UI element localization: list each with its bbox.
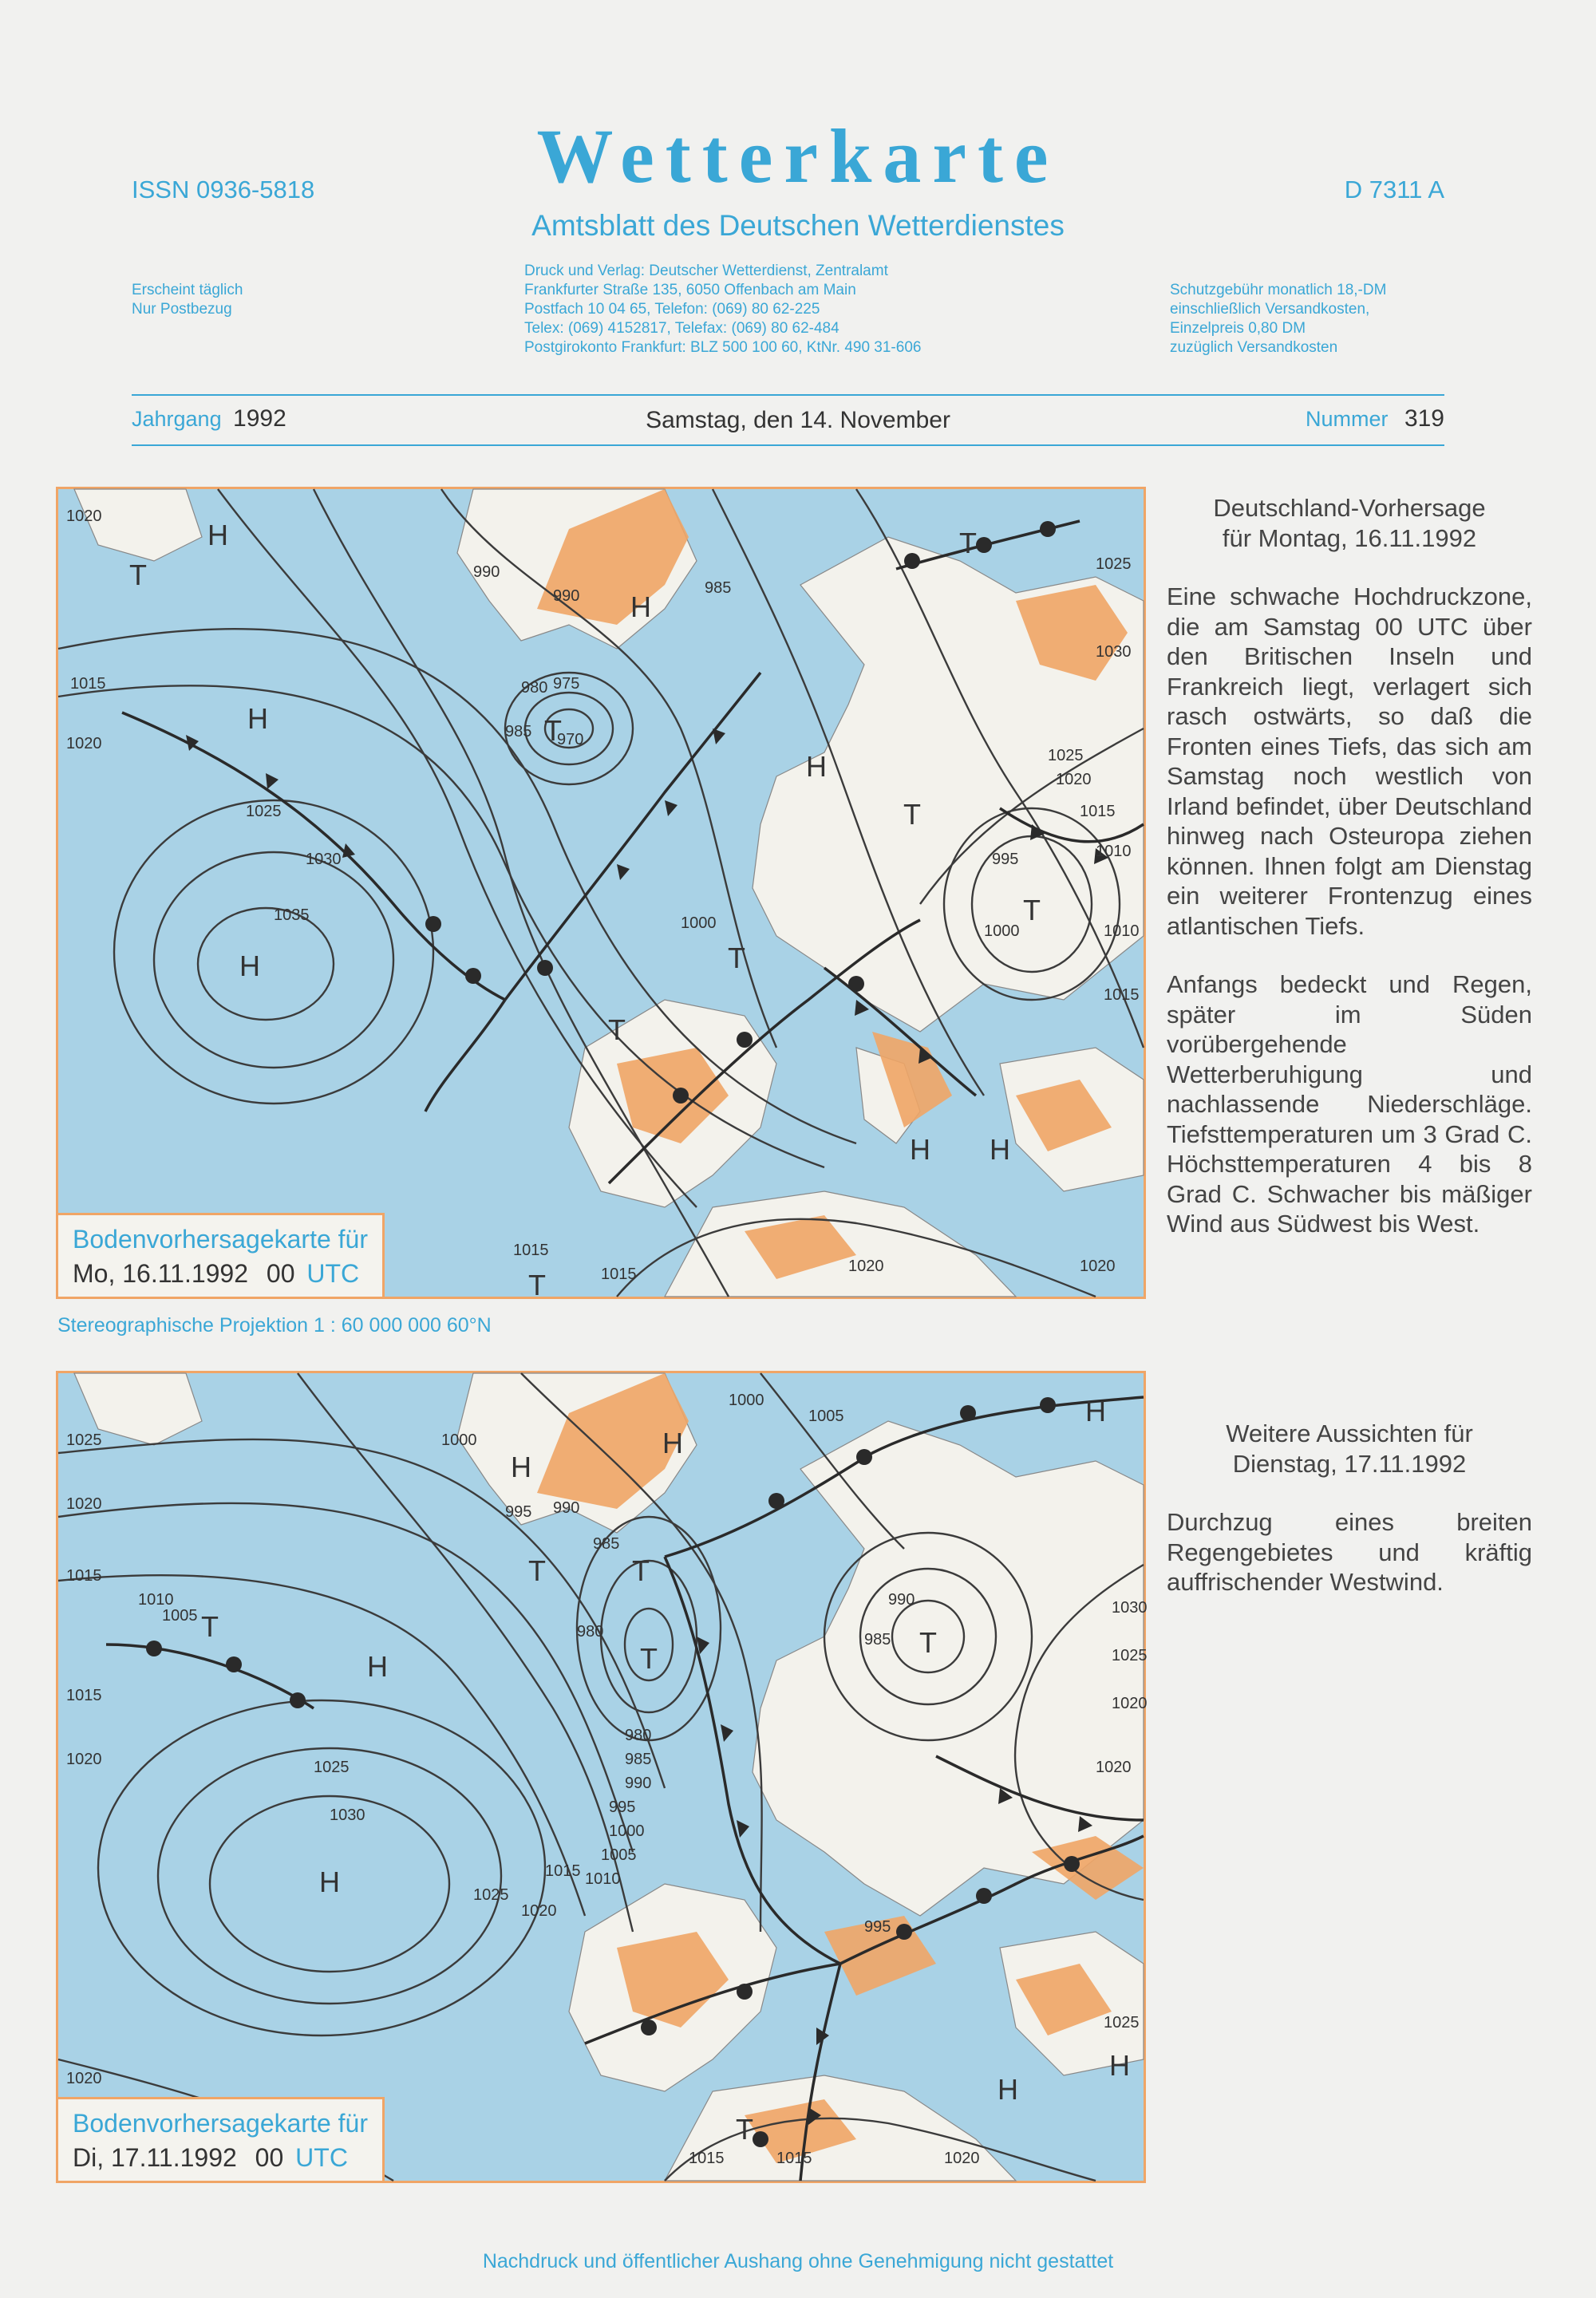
label-low-scotland: T xyxy=(632,1554,650,1587)
outlook-text xyxy=(1167,1419,1532,1597)
divider-top xyxy=(132,394,1444,396)
label-high-atlantic: H xyxy=(239,950,260,982)
svg-text:990: 990 xyxy=(553,587,580,605)
issue-date: Samstag, den 14. November xyxy=(646,407,950,433)
svg-text:1015: 1015 xyxy=(1104,986,1140,1004)
map2-caption: Bodenvorhersagekarte für Di, 17.11.1992 00 UTC xyxy=(58,2097,385,2181)
svg-text:975: 975 xyxy=(553,675,580,693)
svg-text:985: 985 xyxy=(505,723,532,740)
label-low-baltic: T xyxy=(919,1626,937,1659)
svg-text:1015: 1015 xyxy=(545,1862,581,1880)
svg-text:1020: 1020 xyxy=(848,1258,884,1275)
label-low-baltic: T xyxy=(903,798,921,831)
svg-text:1010: 1010 xyxy=(585,1870,621,1888)
svg-text:1025: 1025 xyxy=(1112,1647,1148,1664)
svg-text:990: 990 xyxy=(473,563,500,581)
svg-text:1015: 1015 xyxy=(66,1567,102,1585)
footer-note: Nachdruck und öffentlicher Aushang ohne Genehmigung nicht gestattet xyxy=(482,2250,1114,2272)
svg-text:985: 985 xyxy=(593,1535,620,1553)
svg-text:980: 980 xyxy=(577,1623,604,1641)
forecast-paragraph-2: Anfangs bedeckt und Regen, später im Süden vorübergehende Wetterberuhigung und nachlassende Niederschläge. Tiefsttemperaturen um 3 Grad C. Höchsttemperaturen 4 bis 8 Grad C. Schwacher bis mäßiger Wind aus Südwest bis West. xyxy=(1167,970,1532,1238)
svg-text:1020: 1020 xyxy=(1096,1759,1132,1776)
svg-text:1015: 1015 xyxy=(776,2150,812,2167)
svg-text:1000: 1000 xyxy=(609,1822,645,1840)
price-info: Schutzgebühr monatlich 18,-DM einschließlich Versandkosten, Einzelpreis 0,80 DM zuzüglich Versandkosten xyxy=(1170,282,1387,356)
svg-text:1015: 1015 xyxy=(70,675,106,693)
svg-text:1020: 1020 xyxy=(1080,1258,1116,1275)
label-high-north: H xyxy=(207,519,228,551)
svg-text:1030: 1030 xyxy=(1096,643,1132,661)
svg-text:1035: 1035 xyxy=(274,906,310,924)
page-title: Wetterkarte xyxy=(536,113,1060,199)
label-high-sweden: H xyxy=(806,750,827,783)
forecast-map-tuesday xyxy=(56,1371,1146,2183)
svg-text:1000: 1000 xyxy=(441,1431,477,1449)
svg-text:990: 990 xyxy=(553,1499,580,1517)
svg-text:1025: 1025 xyxy=(66,1431,102,1449)
jahrgang: Jahrgang 1992 xyxy=(132,405,286,432)
svg-text:1015: 1015 xyxy=(66,1687,102,1704)
svg-text:1015: 1015 xyxy=(689,2150,725,2167)
label-low-west: T xyxy=(528,1554,546,1587)
issn: ISSN 0936-5818 xyxy=(132,176,315,203)
label-low-greenland: T xyxy=(129,559,147,591)
svg-text:1020: 1020 xyxy=(1112,1695,1148,1712)
svg-text:1020: 1020 xyxy=(1056,771,1092,788)
weather-map-1 xyxy=(58,489,1144,1301)
svg-text:1030: 1030 xyxy=(306,851,342,868)
svg-text:1005: 1005 xyxy=(808,1408,844,1425)
label-high-mid: H xyxy=(367,1650,388,1683)
svg-text:985: 985 xyxy=(705,579,732,597)
publication-info-left: Erscheint täglich Nur Postbezug xyxy=(132,282,243,318)
svg-text:1020: 1020 xyxy=(66,1495,102,1513)
outlook-paragraph: Durchzug eines breiten Regengebietes und kräftig auffrischender Westwind. xyxy=(1167,1508,1532,1596)
svg-text:1030: 1030 xyxy=(1112,1599,1148,1617)
divider-bottom xyxy=(132,444,1444,446)
map1-caption: Bodenvorhersagekarte für Mo, 16.11.1992 00 UTC xyxy=(58,1213,385,1297)
label-low-south: T xyxy=(528,1269,546,1301)
label-low-south: T xyxy=(736,2113,753,2146)
label-high-norway: H xyxy=(662,1427,683,1459)
svg-text:1000: 1000 xyxy=(984,922,1020,940)
label-low-russia: T xyxy=(1023,894,1041,926)
svg-text:970: 970 xyxy=(557,731,584,748)
svg-text:1020: 1020 xyxy=(66,507,102,525)
page-subtitle: Amtsblatt des Deutschen Wetterdienstes xyxy=(531,209,1065,242)
svg-text:1010: 1010 xyxy=(138,1591,174,1609)
label-high-iceland: H xyxy=(511,1451,531,1483)
svg-text:985: 985 xyxy=(864,1631,891,1648)
svg-text:1025: 1025 xyxy=(1048,747,1084,764)
label-high-balkans: H xyxy=(998,2073,1018,2106)
label-low-north-sea: T xyxy=(544,714,562,747)
svg-text:1015: 1015 xyxy=(1080,803,1116,820)
svg-text:1000: 1000 xyxy=(681,914,717,932)
forecast-map-monday xyxy=(56,487,1146,1299)
label-low-north: T xyxy=(959,527,977,559)
svg-text:1025: 1025 xyxy=(473,1886,509,1904)
svg-text:1005: 1005 xyxy=(162,1607,198,1625)
weather-map-2 xyxy=(58,1373,1148,2181)
svg-text:1025: 1025 xyxy=(314,1759,350,1776)
svg-text:1020: 1020 xyxy=(66,2070,102,2087)
svg-text:1025: 1025 xyxy=(246,803,282,820)
svg-text:995: 995 xyxy=(609,1799,636,1816)
label-high-north: H xyxy=(1085,1395,1106,1427)
svg-text:980: 980 xyxy=(521,679,548,697)
svg-text:1000: 1000 xyxy=(729,1392,764,1409)
svg-text:1020: 1020 xyxy=(66,1751,102,1768)
svg-text:1020: 1020 xyxy=(66,735,102,752)
svg-text:1020: 1020 xyxy=(521,1902,557,1920)
label-low-central: T xyxy=(728,942,745,974)
publisher-info: Druck und Verlag: Deutscher Wetterdienst, Zentralamt Frankfurter Straße 135, 6050 Offenbach am Main Postfach 10 04 65, Telefon: (069) 80 62-225 Telex: (069) 4152817, Telefax: (069) 80 62-484 Postgirokonto Frankfurt: BLZ 500 100 60, KtNr. 490 31-606 xyxy=(524,263,922,356)
label-low-labrador: T xyxy=(201,1610,219,1643)
forecast-heading: Deutschland-Vorhersage für Montag, 16.11.1992 xyxy=(1213,494,1486,552)
svg-text:995: 995 xyxy=(992,851,1019,868)
svg-text:1015: 1015 xyxy=(513,1242,549,1259)
label-high-east: H xyxy=(990,1133,1010,1166)
label-high-norway: H xyxy=(630,590,651,623)
label-high-west: H xyxy=(247,702,268,735)
svg-text:990: 990 xyxy=(625,1775,652,1792)
svg-text:1025: 1025 xyxy=(1096,555,1132,573)
projection-note: Stereographische Projektion 1 : 60 000 000 60°N xyxy=(57,1314,492,1337)
label-high-east: H xyxy=(1109,2049,1130,2082)
svg-text:995: 995 xyxy=(505,1503,532,1521)
nummer: Nummer 319 xyxy=(1305,405,1444,432)
label-low-north-sea: T xyxy=(640,1642,658,1675)
outlook-heading: Weitere Aussichten für Dienstag, 17.11.1992 xyxy=(1226,1419,1473,1478)
label-high-balkans: H xyxy=(910,1133,930,1166)
forecast-text xyxy=(1167,493,1532,1239)
svg-text:990: 990 xyxy=(888,1591,915,1609)
forecast-paragraph-1: Eine schwache Hochdruckzone, die am Samstag 00 UTC über den Britischen Inseln und Frankreich liegt, verlagert sich rasch ostwärts, so daß die Fronten eines Tiefs, das sich am Samstag noch westlich von Irland befindet, über Deutschland hinweg nach Osteuropa ziehen können. Ihnen folgt am Dienstag ein weiterer Frontenzug eines atlantischen Tiefs. xyxy=(1167,582,1532,940)
svg-text:1005: 1005 xyxy=(601,1846,637,1864)
svg-text:1025: 1025 xyxy=(1104,2014,1140,2031)
label-high-atlantic: H xyxy=(319,1866,340,1898)
svg-text:985: 985 xyxy=(625,1751,652,1768)
svg-text:1030: 1030 xyxy=(330,1806,365,1824)
svg-text:980: 980 xyxy=(625,1727,652,1744)
svg-text:1010: 1010 xyxy=(1104,922,1140,940)
svg-text:1015: 1015 xyxy=(601,1265,637,1283)
svg-text:1010: 1010 xyxy=(1096,843,1132,860)
svg-text:1020: 1020 xyxy=(944,2150,980,2167)
label-low-france: T xyxy=(608,1013,626,1046)
d-number: D 7311 A xyxy=(1344,176,1444,203)
svg-text:995: 995 xyxy=(864,1918,891,1936)
